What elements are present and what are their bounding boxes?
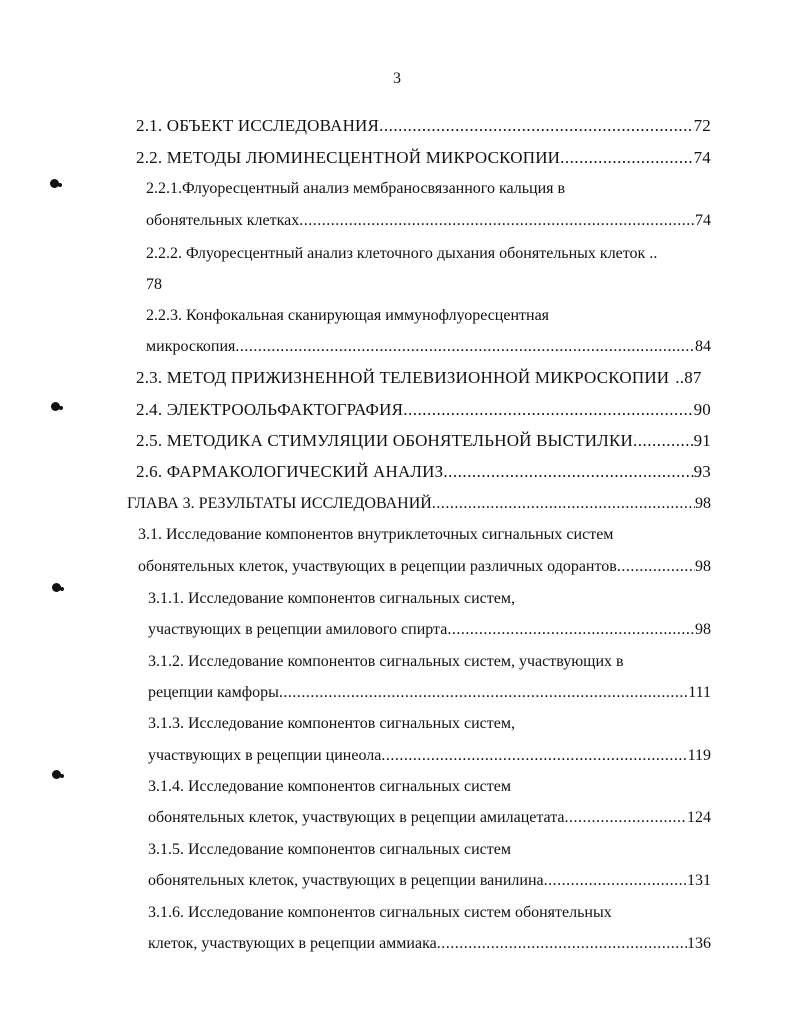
toc-page: 98 — [695, 558, 711, 575]
toc-entry-2-2-1-line1: 2.2.1.Флуоресцентный анализ мембраносвязанного кальция в — [146, 180, 566, 197]
toc-page: 93 — [693, 462, 711, 481]
toc-entry-3-1-3 — [148, 746, 711, 766]
toc-leader — [447, 620, 695, 640]
toc-title: обонятельных клеток, участвующих в рецепции ванилина — [148, 872, 544, 889]
toc-leader — [299, 211, 695, 231]
toc-title: 2.2. МЕТОДЫ ЛЮМИНЕСЦЕНТНОЙ МИКРОСКОПИИ — [136, 148, 561, 167]
ink-blot — [50, 179, 59, 188]
toc-entry-3-1-4 — [148, 808, 711, 828]
toc-title: участвующих в рецепции цинеола — [148, 747, 382, 764]
toc-leader — [633, 431, 694, 451]
toc-entry-3-1 — [138, 557, 711, 577]
toc-leader — [560, 148, 693, 168]
toc-entry-2-2 — [136, 148, 711, 168]
toc-leader — [437, 934, 687, 954]
toc-entry-3-1-1-line1: 3.1.1. Исследование компонентов сигнальных систем, — [148, 590, 515, 607]
toc-leader: .. — [649, 245, 658, 262]
toc-page: 124 — [687, 809, 711, 826]
toc-title: 2.5. МЕТОДИКА СТИМУЛЯЦИИ ОБОНЯТЕЛЬНОЙ ВЫСТИЛКИ — [136, 431, 634, 450]
toc-entry-2-3 — [136, 368, 716, 388]
ink-blot — [51, 402, 60, 411]
toc-title: участвующих в рецепции амилового спирта — [148, 621, 448, 638]
toc-title: обонятельных клеток, участвующих в рецепции различных одорантов — [138, 558, 617, 575]
toc-title: рецепции камфоры — [148, 684, 279, 701]
toc-entry-3-1-1 — [148, 620, 711, 640]
toc-page: 74 — [695, 212, 711, 229]
toc-entry-3-1-2 — [148, 683, 711, 703]
toc-title: обонятельных клеток, участвующих в рецепции амилацетата — [148, 809, 565, 826]
ink-blot — [52, 770, 61, 779]
toc-leader — [617, 557, 695, 577]
toc-page: 98 — [695, 621, 711, 638]
toc-entry-3-1-4-line1: 3.1.4. Исследование компонентов сигнальных систем — [148, 778, 511, 795]
toc-leader — [279, 683, 688, 703]
toc-title: клеток, участвующих в рецепции аммиака — [148, 935, 437, 952]
toc-title: 2.3. МЕТОД ПРИЖИЗНЕННОЙ ТЕЛЕВИЗИОННОЙ МИКРОСКОПИИ — [136, 368, 670, 387]
toc-page: 74 — [693, 148, 711, 167]
toc-page: 78 — [146, 276, 162, 293]
toc-entry-3-1-6 — [148, 934, 711, 954]
toc-entry-2-4 — [136, 400, 711, 420]
toc-leader — [235, 337, 695, 357]
toc-title: 2.1. ОБЪЕКТ ИССЛЕДОВАНИЯ — [136, 116, 380, 135]
toc-entry-3-1-5 — [148, 871, 711, 891]
toc-title: 2.6. ФАРМАКОЛОГИЧЕСКИЙ АНАЛИЗ — [136, 462, 444, 481]
toc-page: 111 — [688, 684, 711, 701]
toc-page: 119 — [687, 747, 711, 764]
toc-title: 2.2.2. Флуоресцентный анализ клеточного дыхания обонятельных клеток — [146, 245, 646, 262]
toc-entry-3-1-5-line1: 3.1.5. Исследование компонентов сигнальных систем — [148, 841, 511, 858]
toc-entry-2-2-3-line1: 2.2.3. Конфокальная сканирующая иммунофлуоресцентная — [146, 307, 550, 324]
toc-page: 91 — [693, 431, 711, 450]
toc-entry-chapter-3 — [127, 494, 711, 514]
toc-leader — [565, 808, 687, 828]
toc-leader — [443, 462, 693, 482]
toc-page: 98 — [695, 495, 711, 512]
toc-entry-3-1-6-line1: 3.1.6. Исследование компонентов сигнальных систем обонятельных — [148, 904, 612, 921]
toc-page: 136 — [687, 935, 711, 952]
toc-entry-2-2-2-line1 — [146, 244, 657, 264]
toc-entry-2-2-1 — [146, 211, 711, 231]
toc-title: 2.4. ЭЛЕКТРООЛЬФАКТОГРАФИЯ — [136, 400, 404, 419]
toc-page: 131 — [687, 872, 711, 889]
toc-entry-2-1 — [136, 116, 711, 136]
toc-page: 84 — [695, 338, 711, 355]
toc-leader — [544, 871, 687, 891]
toc-entry-3-1-line1: 3.1. Исследование компонентов внутриклеточных сигнальных систем — [138, 526, 614, 543]
toc-entry-2-5 — [136, 431, 711, 451]
toc-leader — [379, 116, 694, 136]
toc-leader — [381, 746, 687, 766]
ink-blot — [52, 583, 61, 592]
page-number: 3 — [393, 70, 401, 87]
toc-entry-2-6 — [136, 462, 711, 482]
toc-page: 90 — [693, 400, 711, 419]
toc-leader — [432, 494, 695, 514]
toc-title: ГЛАВА 3. РЕЗУЛЬТАТЫ ИССЛЕДОВАНИЙ — [127, 495, 432, 512]
toc-leader — [403, 400, 693, 420]
toc-title: микроскопия — [146, 338, 236, 355]
toc-page: 87 — [684, 368, 702, 387]
toc-leader: .. — [675, 368, 685, 387]
toc-title: обонятельных клетках — [146, 212, 300, 229]
toc-entry-3-1-3-line1: 3.1.3. Исследование компонентов сигнальных систем, — [148, 715, 515, 732]
toc-page: 72 — [693, 116, 711, 135]
toc-entry-2-2-3 — [146, 337, 711, 357]
toc-entry-3-1-2-line1: 3.1.2. Исследование компонентов сигнальных систем, участвующих в — [148, 653, 624, 670]
